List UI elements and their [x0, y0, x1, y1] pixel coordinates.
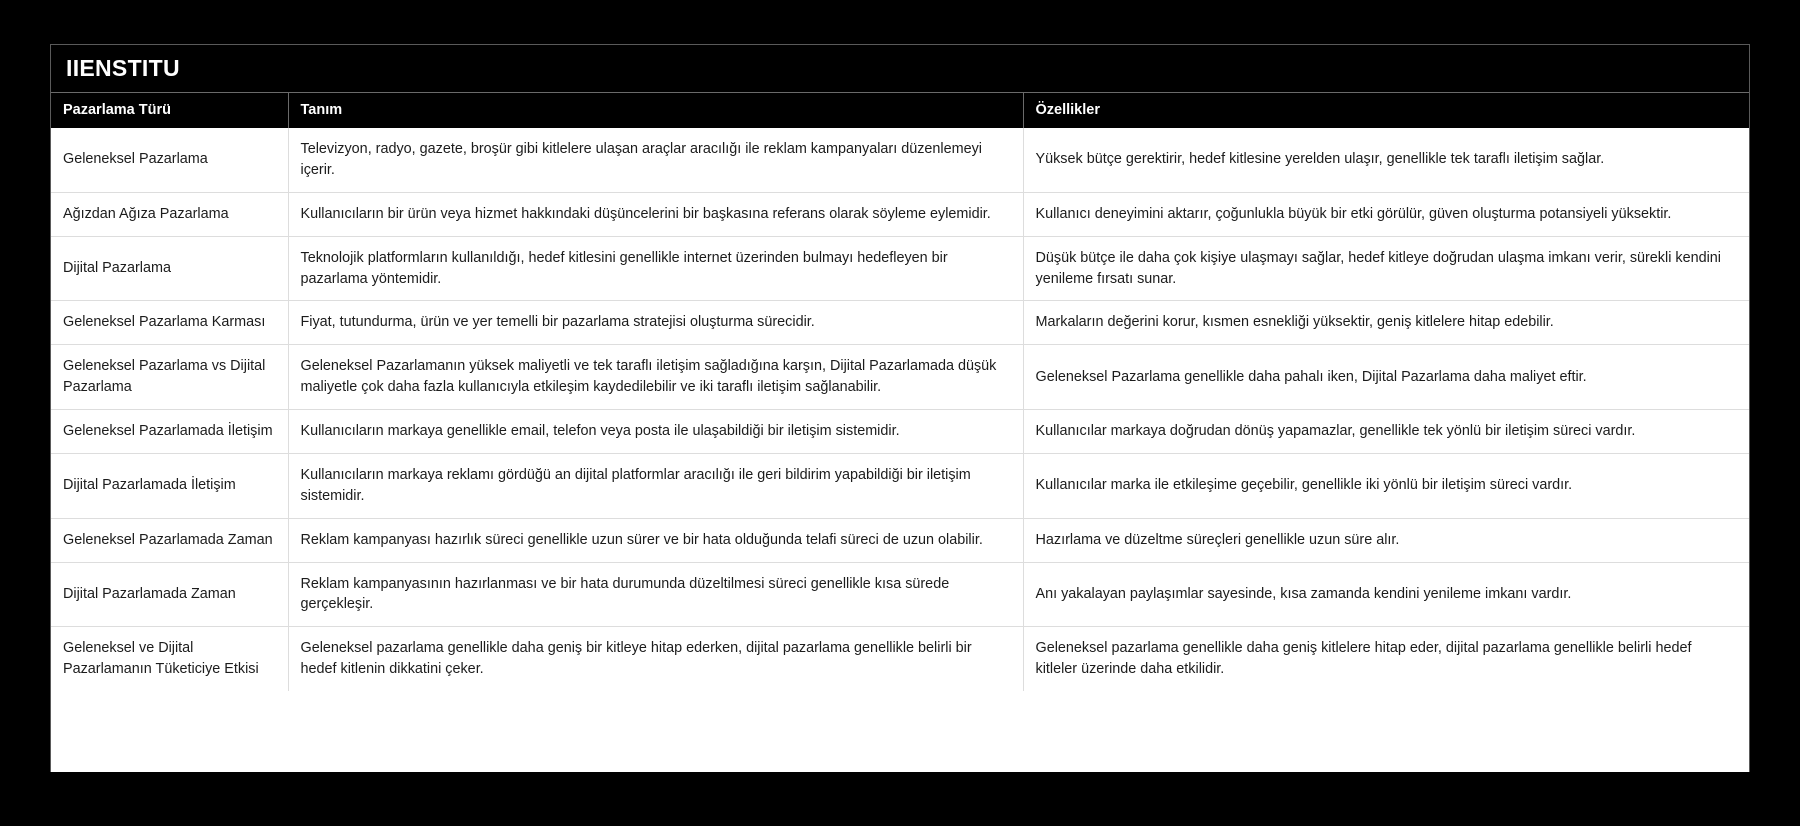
brand-title: IIENSTITU: [66, 55, 180, 81]
table-head: [51, 93, 1749, 128]
table-row: [51, 192, 1749, 236]
cell-definition: Geleneksel Pazarlamanın yüksek maliyetli ve tek taraflı iletişim sağladığına karşın, Dijital Pazarlamada düşük maliyetle çok daha fazla kullanıcıyla etkileşim kaydedilebilir ve iki taraflı iletişim sağlanabilir.: [288, 345, 1023, 410]
table-row: [51, 562, 1749, 627]
table-header-row: [51, 93, 1749, 128]
table-row: [51, 453, 1749, 518]
cell-type: Dijital Pazarlamada İletişim: [51, 453, 288, 518]
cell-definition: Teknolojik platformların kullanıldığı, hedef kitlesini genellikle internet üzerinden bulmayı hedefleyen bir pazarlama yöntemidir.: [288, 236, 1023, 301]
column-header-tanim: Tanım: [288, 93, 1023, 128]
cell-definition: Reklam kampanyasının hazırlanması ve bir hata durumunda düzeltilmesi süreci genellikle kısa sürede gerçekleşir.: [288, 562, 1023, 627]
cell-definition: Reklam kampanyası hazırlık süreci genellikle uzun sürer ve bir hata olduğunda telafi süreci de uzun olabilir.: [288, 518, 1023, 562]
cell-features: Geleneksel Pazarlama genellikle daha pahalı iken, Dijital Pazarlama daha maliyet eftir.: [1023, 345, 1749, 410]
cell-definition: Fiyat, tutundurma, ürün ve yer temelli bir pazarlama stratejisi oluşturma sürecidir.: [288, 301, 1023, 345]
cell-definition: Kullanıcıların bir ürün veya hizmet hakkındaki düşüncelerini bir başkasına referans olarak söyleme eylemidir.: [288, 192, 1023, 236]
cell-definition: Kullanıcıların markaya reklamı gördüğü an dijital platformlar aracılığı ile geri bildirim yapabildiği bir iletişim sistemidir.: [288, 453, 1023, 518]
table-body: [51, 128, 1749, 691]
cell-type: Geleneksel Pazarlama vs Dijital Pazarlama: [51, 345, 288, 410]
cell-type: Geleneksel Pazarlama: [51, 128, 288, 192]
cell-definition: Geleneksel pazarlama genellikle daha geniş bir kitleye hitap ederken, dijital pazarlama genellikle belirli bir hedef kitlenin dikkatini çeker.: [288, 627, 1023, 691]
cell-features: Kullanıcılar marka ile etkileşime geçebilir, genellikle iki yönlü bir iletişim süreci vardır.: [1023, 453, 1749, 518]
cell-definition: Kullanıcıların markaya genellikle email, telefon veya posta ile ulaşabildiği bir iletişim sistemidir.: [288, 410, 1023, 454]
cell-type: Dijital Pazarlamada Zaman: [51, 562, 288, 627]
cell-type: Geleneksel ve Dijital Pazarlamanın Tüketiciye Etkisi: [51, 627, 288, 691]
brand-header: [51, 45, 1749, 93]
cell-features: Geleneksel pazarlama genellikle daha geniş kitlelere hitap eder, dijital pazarlama genellikle belirli hedef kitleler üzerinde daha etkilidir.: [1023, 627, 1749, 691]
table-row: [51, 128, 1749, 192]
cell-features: Kullanıcılar markaya doğrudan dönüş yapamazlar, genellikle tek yönlü bir iletişim süreci vardır.: [1023, 410, 1749, 454]
table-row: [51, 301, 1749, 345]
cell-type: Geleneksel Pazarlamada İletişim: [51, 410, 288, 454]
table-row: [51, 236, 1749, 301]
cell-type: Ağızdan Ağıza Pazarlama: [51, 192, 288, 236]
cell-type: Geleneksel Pazarlamada Zaman: [51, 518, 288, 562]
cell-features: Yüksek bütçe gerektirir, hedef kitlesine yerelden ulaşır, genellikle tek taraflı iletişim sağlar.: [1023, 128, 1749, 192]
cell-features: Kullanıcı deneyimini aktarır, çoğunlukla büyük bir etki görülür, güven oluşturma potansiyeli yüksektir.: [1023, 192, 1749, 236]
cell-features: Anı yakalayan paylaşımlar sayesinde, kısa zamanda kendini yenileme imkanı vardır.: [1023, 562, 1749, 627]
cell-type: Dijital Pazarlama: [51, 236, 288, 301]
cell-definition: Televizyon, radyo, gazete, broşür gibi kitlelere ulaşan araçlar aracılığı ile reklam kampanyaları düzenlemeyi içerir.: [288, 128, 1023, 192]
cell-type: Geleneksel Pazarlama Karması: [51, 301, 288, 345]
column-header-pazarlama-turu: Pazarlama Türü: [51, 93, 288, 128]
table-row: [51, 627, 1749, 691]
table-row: [51, 345, 1749, 410]
marketing-comparison-card: [50, 44, 1750, 772]
table-row: [51, 518, 1749, 562]
table-row: [51, 410, 1749, 454]
cell-features: Hazırlama ve düzeltme süreçleri genellikle uzun süre alır.: [1023, 518, 1749, 562]
cell-features: Markaların değerini korur, kısmen esnekliği yüksektir, geniş kitlelere hitap edebilir.: [1023, 301, 1749, 345]
marketing-comparison-table: [51, 93, 1749, 691]
cell-features: Düşük bütçe ile daha çok kişiye ulaşmayı sağlar, hedef kitleye doğrudan ulaşma imkanı verir, sürekli kendini yenileme fırsatı sunar.: [1023, 236, 1749, 301]
column-header-ozellikler: Özellikler: [1023, 93, 1749, 128]
